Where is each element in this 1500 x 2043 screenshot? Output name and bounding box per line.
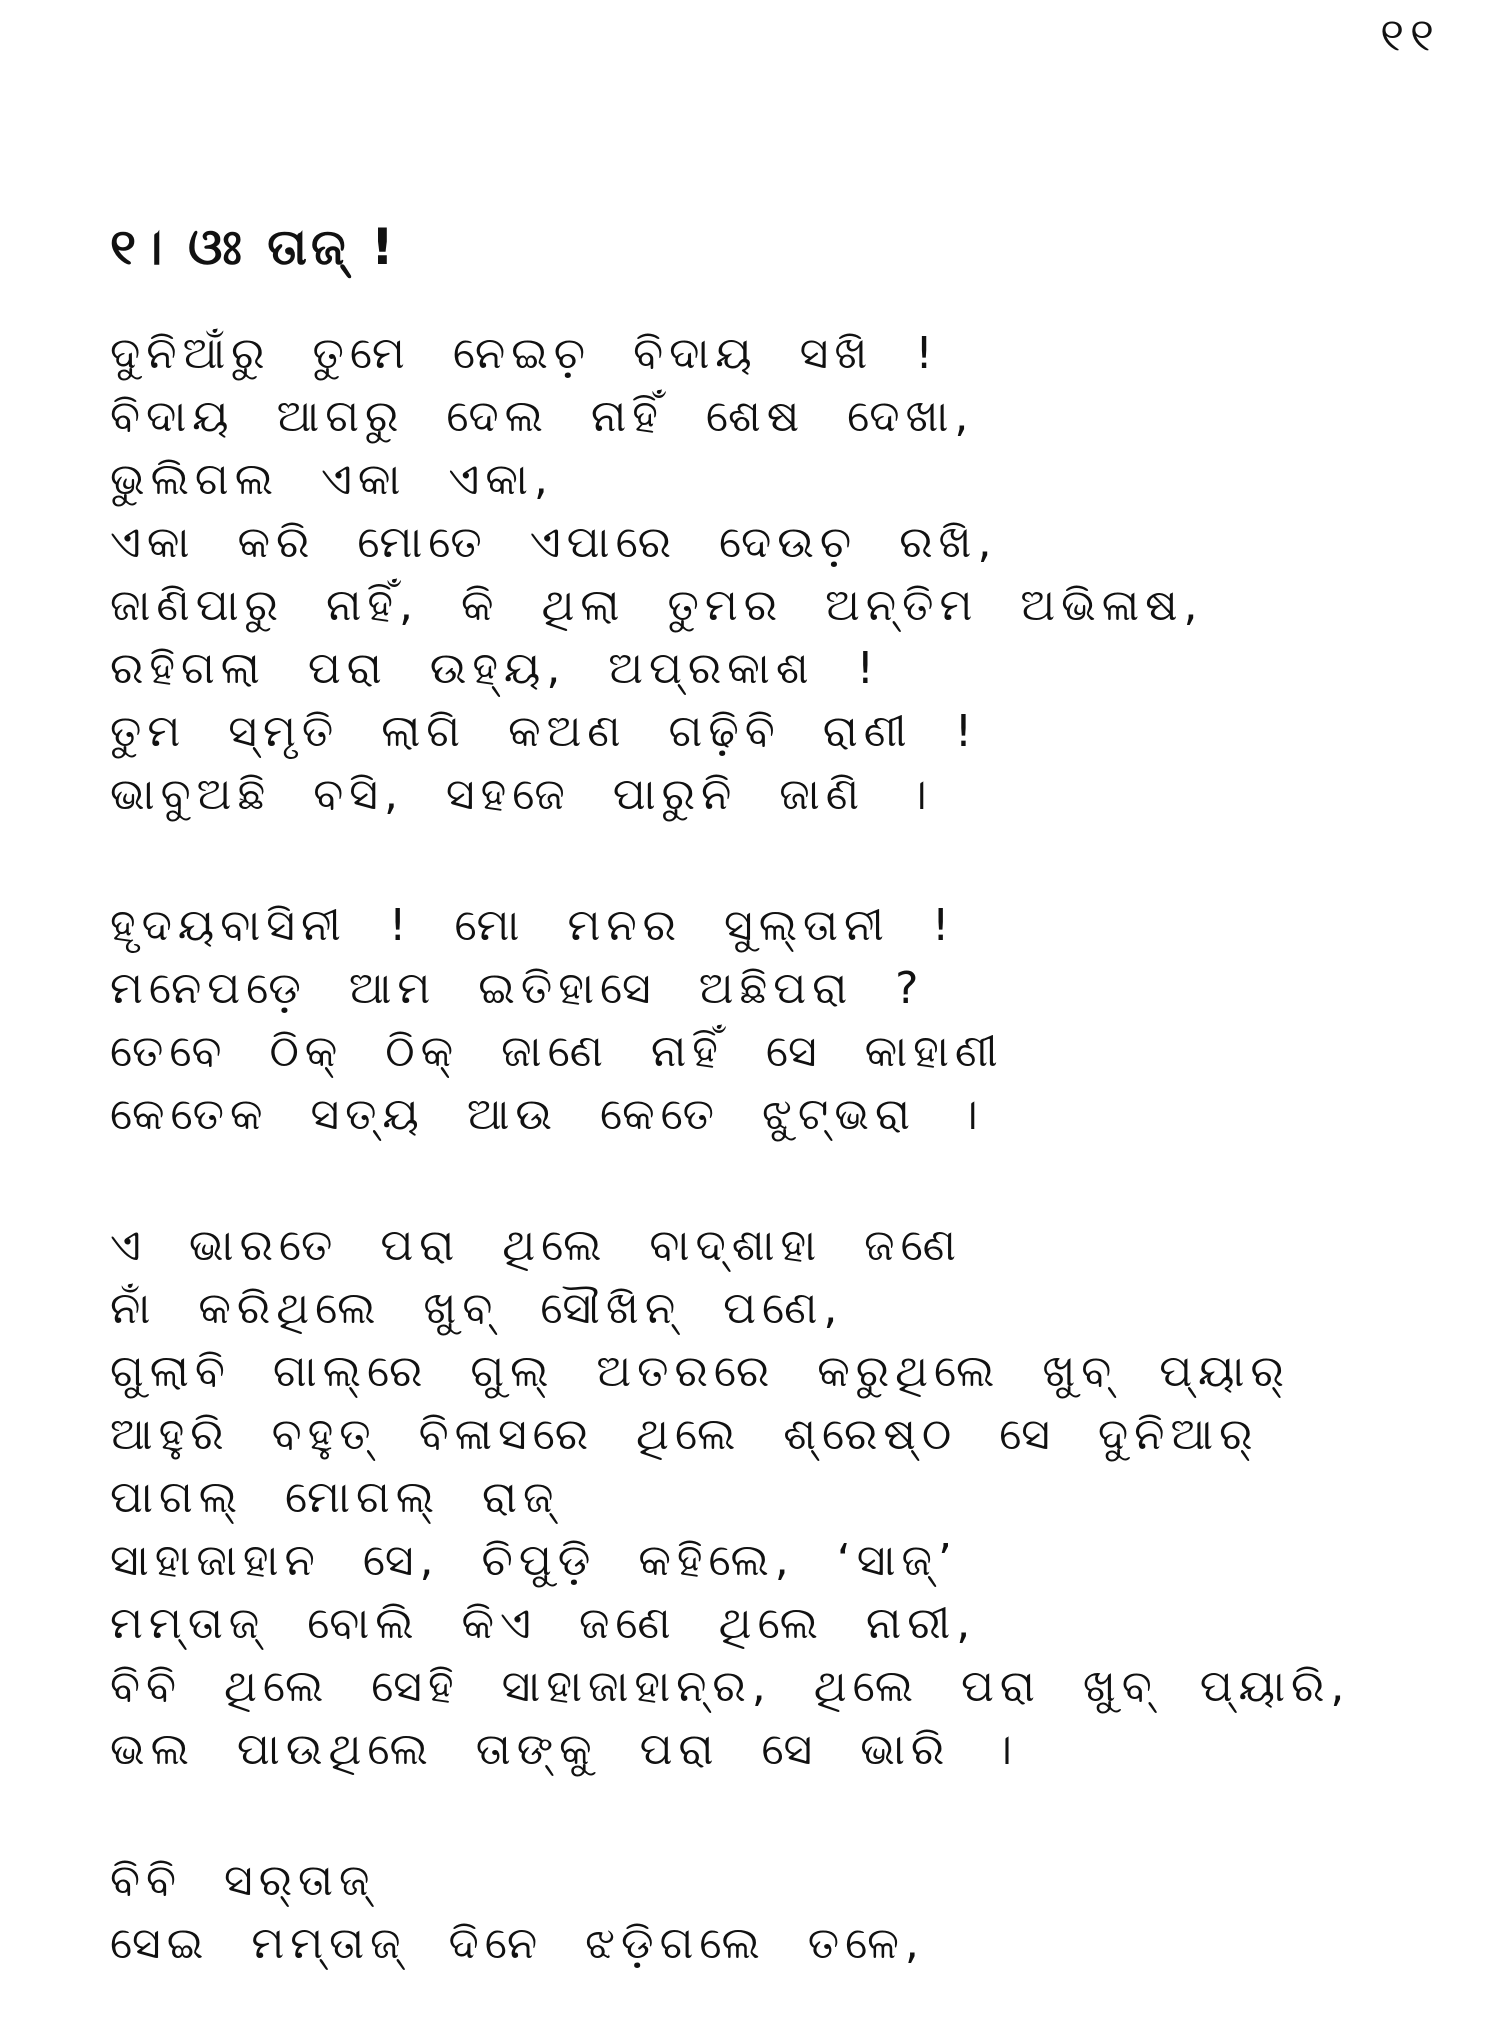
poem-line: ବିବି ସର୍‌ତାଜ୍ <box>110 1855 376 1906</box>
poem-line: ଗୁଲାବି ଗାଲ୍‌ରେ ଗୁଲ୍ ଅତରରେ କରୁଥିଲେ ଖୁବ୍ ପ୍ୟାର୍ <box>110 1346 1290 1397</box>
poem-line: ବିବି ଥିଲେ ସେହି ସାହାଜାହାନ୍‌ର, ଥିଲେ ପରା ଖୁବ୍ ପ୍ୟାରି, <box>110 1661 1351 1712</box>
poem-line: ସାହାଜାହାନ ସେ, ଚିପୁଡ଼ି କହିଲେ, ‘ସାଜ୍’ <box>110 1535 958 1586</box>
poem-line: ଏକା କରି ମୋତେ ଏପାରେ ଦେଉଚ଼ ରଖି, <box>110 517 998 568</box>
poem-line: ଦୁନିଆଁରୁ ତୁମେ ନେଇଚ଼ ବିଦାୟ ସଖି ! <box>110 328 939 379</box>
poem-line: ବିଦାୟ ଆଗରୁ ଦେଲ ନାହିଁ ଶେଷ ଦେଖା, <box>110 391 975 442</box>
poem-line: ଭଲ ପାଉଥିଲେ ତାଙ୍କୁ ପରା ସେ ଭାରି । <box>110 1724 1019 1775</box>
poem-title: ୧। ଓଃ ତାଜ୍ ! <box>110 218 398 276</box>
poem-line: ତେବେ ଠିକ୍ ଠିକ୍ ଜାଣେ ନାହିଁ ସେ କାହାଣୀ <box>110 1026 1004 1077</box>
poem-line: ସେଇ ମମ୍‌ତାଜ୍ ଦିନେ ଝଡ଼ିଗଲେ ତଳେ, <box>110 1918 925 1969</box>
poem-line: ଏ ଭାରତେ ପରା ଥିଲେ ବାଦ୍‌ଶାହା ଜଣେ <box>110 1220 962 1271</box>
stanza <box>110 1214 1430 1781</box>
poem-line: ଜାଣିପାରୁ ନାହିଁ, କି ଥିଲା ତୁମର ଅନ୍ତିମ ଅଭିଳାଷ, <box>110 580 1204 631</box>
poem-line: ମନେପଡ଼େ ଆମ ଇତିହାସେ ଅଛିପରା ? <box>110 963 925 1014</box>
poem-line: ଆହୁରି ବହୁତ୍ ବିଳାସରେ ଥିଲେ ଶ୍ରେଷ୍ଠ ସେ ଦୁନିଆର୍ <box>110 1409 1259 1460</box>
stanza <box>110 894 1430 1146</box>
poem-line: ଭୁଲିଗଲ ଏକା ଏକା, <box>110 454 554 505</box>
poem-body <box>110 322 1430 2043</box>
stanza <box>110 322 1430 826</box>
page-number: ୧୧ <box>1380 8 1440 62</box>
poem-line: ମମ୍‌ତାଜ୍ ବୋଲି କିଏ ଜଣେ ଥିଲେ ନାରୀ, <box>110 1598 977 1649</box>
poem-line: ଭାବୁଅଛି ବସି, ସହଜେ ପାରୁନି ଜାଣି । <box>110 769 933 820</box>
poem-line: ହୃଦୟବାସିନୀ ! ମୋ ମନର ସୁଲ୍ତାନୀ ! <box>110 900 956 951</box>
poem-line: ତୁମ ସ୍ମୃତି ଲାଗି କଅଣ ଗଢ଼ିବି ରାଣୀ ! <box>110 706 979 757</box>
poem-line: ରହିଗଲା ପରା ଉହ୍ୟ, ଅପ୍ରକାଶ ! <box>110 643 881 694</box>
poem-line: କେତେକ ସତ୍ୟ ଆଉ କେତେ ଝୁଟ୍‌ଭରା । <box>110 1089 984 1140</box>
poem-line: ପାଗଲ୍ ମୋଗଲ୍ ରାଜ୍ <box>110 1472 560 1523</box>
stanza <box>110 1849 1430 1975</box>
poem-line: ନାଁ କରିଥିଲେ ଖୁବ୍ ସୌଖିନ୍ ପଣେ, <box>110 1283 844 1334</box>
